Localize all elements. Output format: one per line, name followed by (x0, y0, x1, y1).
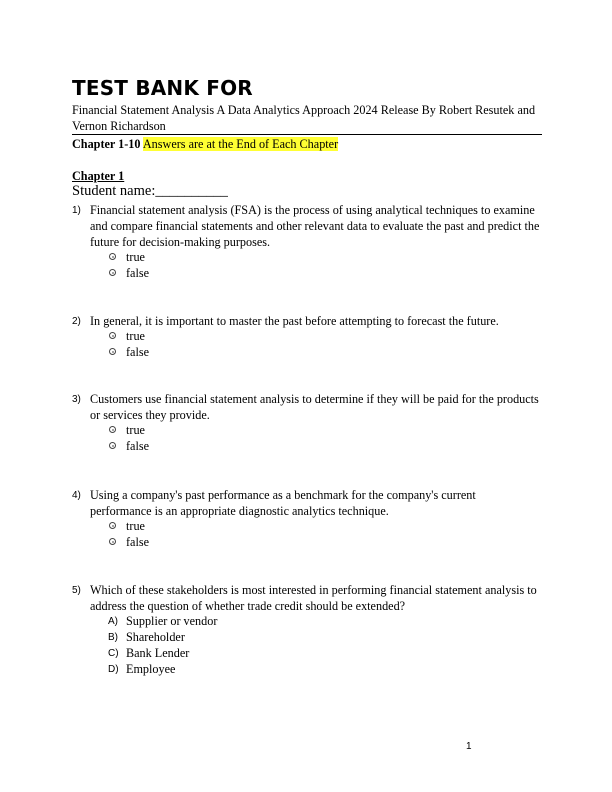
question-text: Financial statement analysis (FSA) is the process of using analytical techniques to examine and compare financial statements and other relevant data to evaluate the past and predict the future for decision-making purposes. (90, 203, 540, 249)
answers-note: Answers are at the End of Each Chapter (142, 137, 339, 151)
chapter-range-line (72, 137, 338, 152)
option-label: false (126, 345, 150, 359)
question-text: Which of these stakeholders is most interested in performing financial statement analysis to address the question of whether trade credit should be extended? (90, 583, 537, 613)
radio-button-icon[interactable] (109, 426, 116, 433)
radio-button-icon[interactable] (109, 522, 116, 529)
option-label: false (126, 439, 150, 453)
chapter-heading: Chapter 1 (72, 169, 125, 183)
title-divider (72, 134, 542, 135)
radio-button-icon[interactable] (109, 442, 116, 449)
document-subtitle: Financial Statement Analysis A Data Analytics Approach 2024 Release By Robert Resutek and Vernon Richardson (72, 103, 536, 133)
question-number: 5) (72, 585, 81, 596)
option-label: Supplier or vendor (126, 614, 218, 628)
option-label: false (126, 266, 150, 280)
option-label: Employee (126, 662, 176, 676)
page-number: 1 (466, 741, 472, 752)
option-letter: B) (108, 632, 118, 643)
option-letter: A) (108, 616, 118, 627)
radio-button-icon[interactable] (109, 332, 116, 339)
option-label: true (126, 329, 145, 343)
option-label: true (126, 519, 145, 533)
option-letter: C) (108, 648, 119, 659)
chapter-range: Chapter 1-10 (72, 137, 141, 151)
document-title: TEST BANK FOR (72, 76, 253, 100)
radio-button-icon[interactable] (109, 348, 116, 355)
question-text: Customers use financial statement analysis to determine if they will be paid for the products or services they provide. (90, 392, 539, 422)
option-label: true (126, 423, 145, 437)
question-number: 3) (72, 394, 81, 405)
question-number: 2) (72, 316, 81, 327)
question-number: 1) (72, 205, 81, 216)
question-number: 4) (72, 490, 81, 501)
option-label: true (126, 250, 145, 264)
radio-button-icon[interactable] (109, 269, 116, 276)
radio-button-icon[interactable] (109, 538, 116, 545)
radio-button-icon[interactable] (109, 253, 116, 260)
option-label: Shareholder (126, 630, 185, 644)
option-label: Bank Lender (126, 646, 190, 660)
student-name-field: Student name:__________ (72, 183, 228, 199)
option-letter: D) (108, 664, 119, 675)
option-label: false (126, 535, 150, 549)
question-text: In general, it is important to master the past before attempting to forecast the future. (90, 314, 499, 328)
question-text: Using a company's past performance as a benchmark for the company's current performance is an appropriate diagnostic analytics technique. (90, 488, 476, 518)
